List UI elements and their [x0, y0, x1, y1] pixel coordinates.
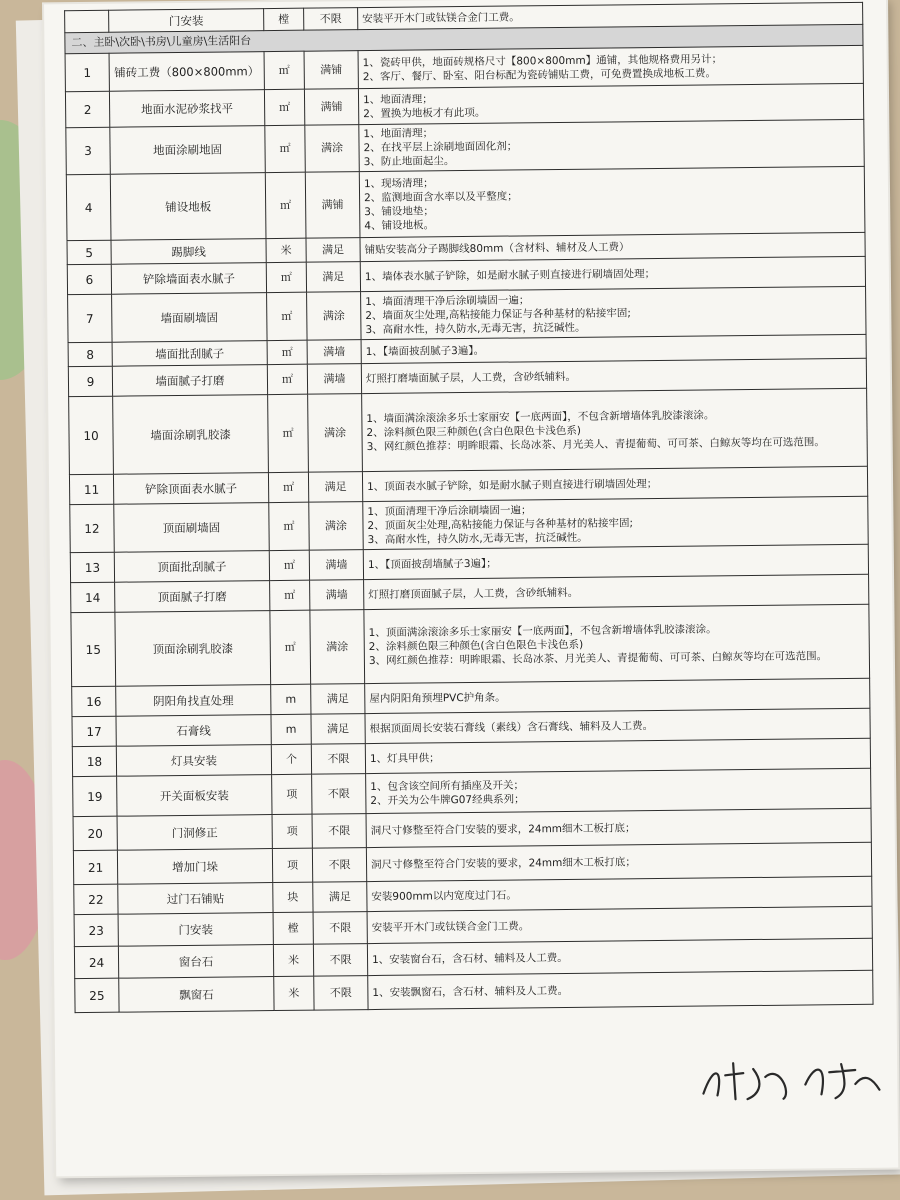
item-standard: 满足	[313, 882, 367, 913]
table-row	[66, 119, 864, 174]
item-unit: ㎡	[268, 394, 309, 472]
row-number: 24	[74, 946, 118, 978]
description-line: 1、顶面清理干净后涂刷墙固一遍；	[367, 503, 532, 518]
item-standard: 满墙	[307, 340, 361, 365]
item-name: 墙面刷墙固	[112, 293, 267, 343]
row-number: 7	[68, 294, 113, 342]
item-standard: 不限	[313, 944, 367, 977]
table-row	[75, 970, 873, 1012]
item-name: 顶面批刮腻子	[114, 551, 269, 583]
row-number: 18	[72, 746, 116, 776]
item-unit: ㎡	[268, 472, 308, 502]
item-description	[367, 938, 872, 975]
description-line: 3、铺设地垫；	[364, 204, 434, 218]
item-standard: 满涂	[309, 502, 363, 551]
description-line: 1、安装飘窗石，含石材、辅料及人工费。	[372, 984, 569, 999]
row-number: 21	[73, 850, 117, 884]
row-number: 10	[69, 396, 114, 474]
description-line: 3、网红颜色推荐：明眸眼霜、长岛冰茶、月光美人、青提葡萄、可可茶、白鲸灰等均在可选范围。	[368, 649, 828, 667]
description-line: 灯照打磨墙面腻子层，人工费，含砂纸辅料。	[365, 370, 577, 385]
item-unit: ㎡	[264, 51, 304, 89]
item-name: 门安装	[118, 913, 273, 947]
item-description	[358, 83, 863, 124]
description-line: 屋内阴阳角预埋PVC护角条。	[369, 691, 506, 705]
item-unit: ㎡	[267, 340, 307, 364]
row-number: 4	[66, 174, 111, 240]
item-unit: ㎡	[266, 262, 306, 292]
item-standard: 满涂	[310, 610, 365, 685]
row-number: 5	[67, 240, 111, 264]
description-line: 3、防止地面起尘。	[363, 155, 455, 169]
item-name: 飘窗石	[119, 977, 274, 1013]
quotation-table	[64, 2, 873, 1013]
description-line: 1、墙体表水腻子铲除，如是耐水腻子则直接进行刷墙固处理；	[364, 267, 656, 283]
item-name: 铲除墙面表水腻子	[111, 263, 266, 295]
item-description	[368, 970, 873, 1009]
item-name: 墙面腻子打磨	[112, 365, 267, 397]
description-line: 1、【顶面披刮墙腻子3遍】；	[367, 557, 497, 571]
item-name: 地面水泥砂浆找平	[109, 90, 264, 128]
item-description	[364, 604, 870, 683]
item-name: 阴阳角找直处理	[116, 685, 271, 717]
item-name: 顶面腻子打磨	[115, 581, 270, 613]
item-description: 安装平开木门或钛镁合金门工费。	[358, 2, 863, 29]
handwritten-signature	[695, 1054, 886, 1106]
row-number: 17	[72, 716, 116, 746]
item-unit: 项	[272, 774, 312, 814]
item-description	[358, 45, 863, 88]
description-line: 3、网红颜色推荐：明眸眼霜、长岛冰茶、月光美人、青提葡萄、可可茶、白鲸灰等均在可选范围。	[366, 435, 825, 453]
description-line: 2、在找平层上涂刷地面固化剂；	[363, 140, 518, 155]
item-standard: 不限	[313, 912, 367, 945]
item-unit: 项	[272, 814, 312, 848]
item-unit: ㎡	[265, 125, 305, 172]
item-unit: 米	[266, 238, 306, 262]
description-line: 2、监测地面含水率以及平整度；	[364, 189, 518, 204]
item-description	[362, 388, 868, 471]
item-name: 地面涂刷地固	[110, 126, 265, 175]
description-line: 1、地面清理；	[363, 127, 434, 141]
item-standard: 不限	[312, 848, 366, 883]
description-line: 2、开关为公牛牌G07经典系列；	[370, 792, 525, 807]
item-unit: ㎡	[264, 89, 304, 125]
item-standard: 满涂	[307, 292, 361, 341]
item-description	[366, 842, 871, 881]
item-standard: 不限	[304, 8, 358, 31]
table-row	[70, 496, 868, 552]
description-line: 铺贴安装高分子踢脚线80mm（含材料、辅材及人工费）	[364, 240, 630, 256]
item-description	[366, 768, 871, 813]
item-unit: ㎡	[267, 364, 307, 394]
item-description	[359, 119, 864, 171]
row-number: 13	[70, 552, 114, 582]
table-row	[71, 604, 870, 686]
description-line: 1、现场清理；	[363, 176, 434, 190]
item-name: 铲除顶面表水腻子	[113, 473, 268, 505]
document-page	[44, 0, 898, 1176]
item-standard: 满涂	[305, 125, 359, 173]
table-row	[66, 166, 865, 240]
description-line: 1、顶面满涂滚涂多乐士家丽安【一底两面】，不包含新增墙体乳胶漆滚涂。	[368, 622, 717, 639]
item-name: 窗台石	[118, 945, 273, 979]
row-number: 6	[67, 264, 111, 294]
item-unit: ㎡	[269, 550, 309, 580]
row-number: 8	[68, 342, 112, 366]
description-line: 安装平开木门或钛镁合金门工费。	[371, 919, 530, 934]
description-line: 1、瓷砖甲供，地面砖规格尺寸【800×800mm】通铺，其他规格费用另计；	[362, 52, 723, 69]
item-unit: 米	[274, 976, 314, 1010]
item-standard: 满足	[306, 238, 360, 263]
item-standard: 满足	[308, 472, 362, 503]
description-line: 1、墙面满涂滚涂多乐士家丽安【一底两面】，不包含新增墙体乳胶漆滚涂。	[366, 408, 715, 425]
item-unit: ㎡	[267, 292, 308, 340]
row-number: 16	[72, 686, 116, 716]
description-line: 1、灯具甲供；	[369, 751, 440, 765]
item-standard: 满墙	[307, 364, 361, 395]
item-standard: 满墙	[309, 550, 363, 581]
description-line: 洞尺寸修整至符合门安装的要求，24mm细木工板打底；	[370, 821, 636, 837]
description-line: 1、墙面清理干净后涂刷墙固一遍；	[365, 293, 530, 308]
description-line: 2、顶面灰尘处理,高粘接能力保证与各种基材的粘接牢固;	[367, 516, 634, 532]
item-name: 灯具安装	[116, 745, 271, 777]
item-description	[359, 166, 865, 237]
row-number: 3	[66, 127, 110, 174]
item-unit: 米	[273, 944, 313, 976]
table-row	[69, 388, 868, 474]
description-line: 3、高耐水性，持久防水,无毒无害，抗泛碱性。	[365, 321, 586, 336]
item-unit: m	[271, 684, 311, 714]
item-standard: 不限	[314, 976, 368, 1011]
row-number: 9	[68, 366, 112, 396]
description-line: 1、安装窗台石，含石材、辅料及人工费。	[371, 951, 568, 966]
row-number: 2	[65, 91, 109, 127]
item-description	[361, 286, 866, 339]
item-description	[367, 906, 872, 943]
item-name: 门洞修正	[117, 815, 272, 851]
table-row	[68, 286, 866, 342]
row-number: 15	[71, 612, 116, 686]
item-name: 石膏线	[116, 715, 271, 747]
item-name: 开关面板安装	[117, 775, 272, 817]
item-unit: 块	[273, 882, 313, 912]
item-unit: 樘	[264, 8, 304, 30]
description-line: 4、铺设地板。	[364, 218, 435, 232]
item-standard: 不限	[312, 814, 366, 849]
row-number: 25	[75, 978, 119, 1012]
row-number: 19	[73, 776, 117, 816]
item-standard: 满足	[306, 262, 360, 293]
item-description	[366, 808, 871, 847]
item-standard: 满足	[311, 714, 365, 745]
item-unit: ㎡	[270, 580, 310, 610]
item-standard: 不限	[312, 774, 366, 815]
description-line: 1、顶面表水腻子铲除，如是耐水腻子则直接进行刷墙固处理；	[367, 477, 658, 493]
item-standard: 满铺	[305, 172, 360, 239]
description-line: 3、高耐水性，持久防水,无毒无害，抗泛碱性。	[367, 531, 588, 546]
description-line: 安装900mm以内宽度过门石。	[371, 889, 517, 903]
row-number: 14	[71, 582, 115, 612]
section-title: 二、主卧\次卧\书房\儿童房\生活阳台	[65, 24, 863, 53]
item-description	[363, 496, 868, 549]
item-name: 顶面刷墙固	[114, 503, 269, 553]
row-number: 23	[74, 914, 118, 946]
row-number: 11	[69, 474, 113, 504]
item-standard: 满涂	[308, 394, 363, 473]
row-number	[65, 10, 109, 32]
item-unit: m	[271, 714, 311, 744]
item-standard: 满足	[311, 684, 365, 715]
item-standard: 满铺	[304, 51, 358, 90]
item-unit: ㎡	[270, 610, 311, 684]
item-unit: 樘	[273, 912, 313, 944]
item-unit: 个	[271, 744, 311, 774]
row-number: 1	[65, 53, 109, 91]
item-unit: ㎡	[269, 502, 310, 550]
item-name: 墙面批刮腻子	[112, 341, 267, 367]
description-line: 2、墙面灰尘处理,高粘接能力保证与各种基材的粘接牢固;	[365, 306, 631, 322]
item-unit: 项	[272, 848, 312, 882]
description-line: 2、涂料颜色限三种颜色(含白色限色卡浅色系)	[368, 638, 584, 653]
row-number: 22	[74, 884, 118, 914]
item-standard: 不限	[311, 744, 365, 775]
row-number: 20	[73, 816, 117, 850]
description-line: 2、涂料颜色限三种颜色(含白色限色卡浅色系)	[366, 424, 581, 439]
item-name: 踢脚线	[111, 239, 266, 265]
description-line: 洞尺寸修整至符合门安装的要求，24mm细木工板打底；	[370, 855, 636, 871]
item-name: 铺设地板	[110, 173, 266, 241]
item-name: 顶面涂刷乳胶漆	[115, 611, 271, 687]
description-line: 1、地面清理；	[362, 92, 433, 106]
item-unit: ㎡	[265, 172, 306, 238]
item-standard: 满墙	[310, 580, 364, 611]
description-line: 2、客厅、餐厅、卧室、阳台标配为瓷砖铺贴工费，可免费置换成地板工费。	[362, 66, 717, 83]
item-standard: 满铺	[304, 89, 358, 126]
description-line: 1、包含该空间所有插座及开关；	[370, 778, 524, 793]
description-line: 1、【墙面披刮腻子3遍】。	[365, 344, 485, 358]
description-line: 灯照打磨顶面腻子层，人工费，含砂纸辅料。	[368, 586, 579, 601]
description-line: 2、置换为地板才有此项。	[363, 106, 486, 120]
row-number: 12	[70, 504, 115, 552]
item-name: 铺砖工费（800×800mm）	[109, 52, 264, 92]
item-name: 过门石铺贴	[118, 883, 273, 915]
item-name: 门安装	[109, 9, 264, 33]
description-line: 根据顶面周长安装石膏线（素线）含石膏线、辅料及人工费。	[369, 719, 654, 735]
item-name: 墙面涂刷乳胶漆	[113, 395, 269, 475]
item-name: 增加门垛	[117, 849, 272, 885]
